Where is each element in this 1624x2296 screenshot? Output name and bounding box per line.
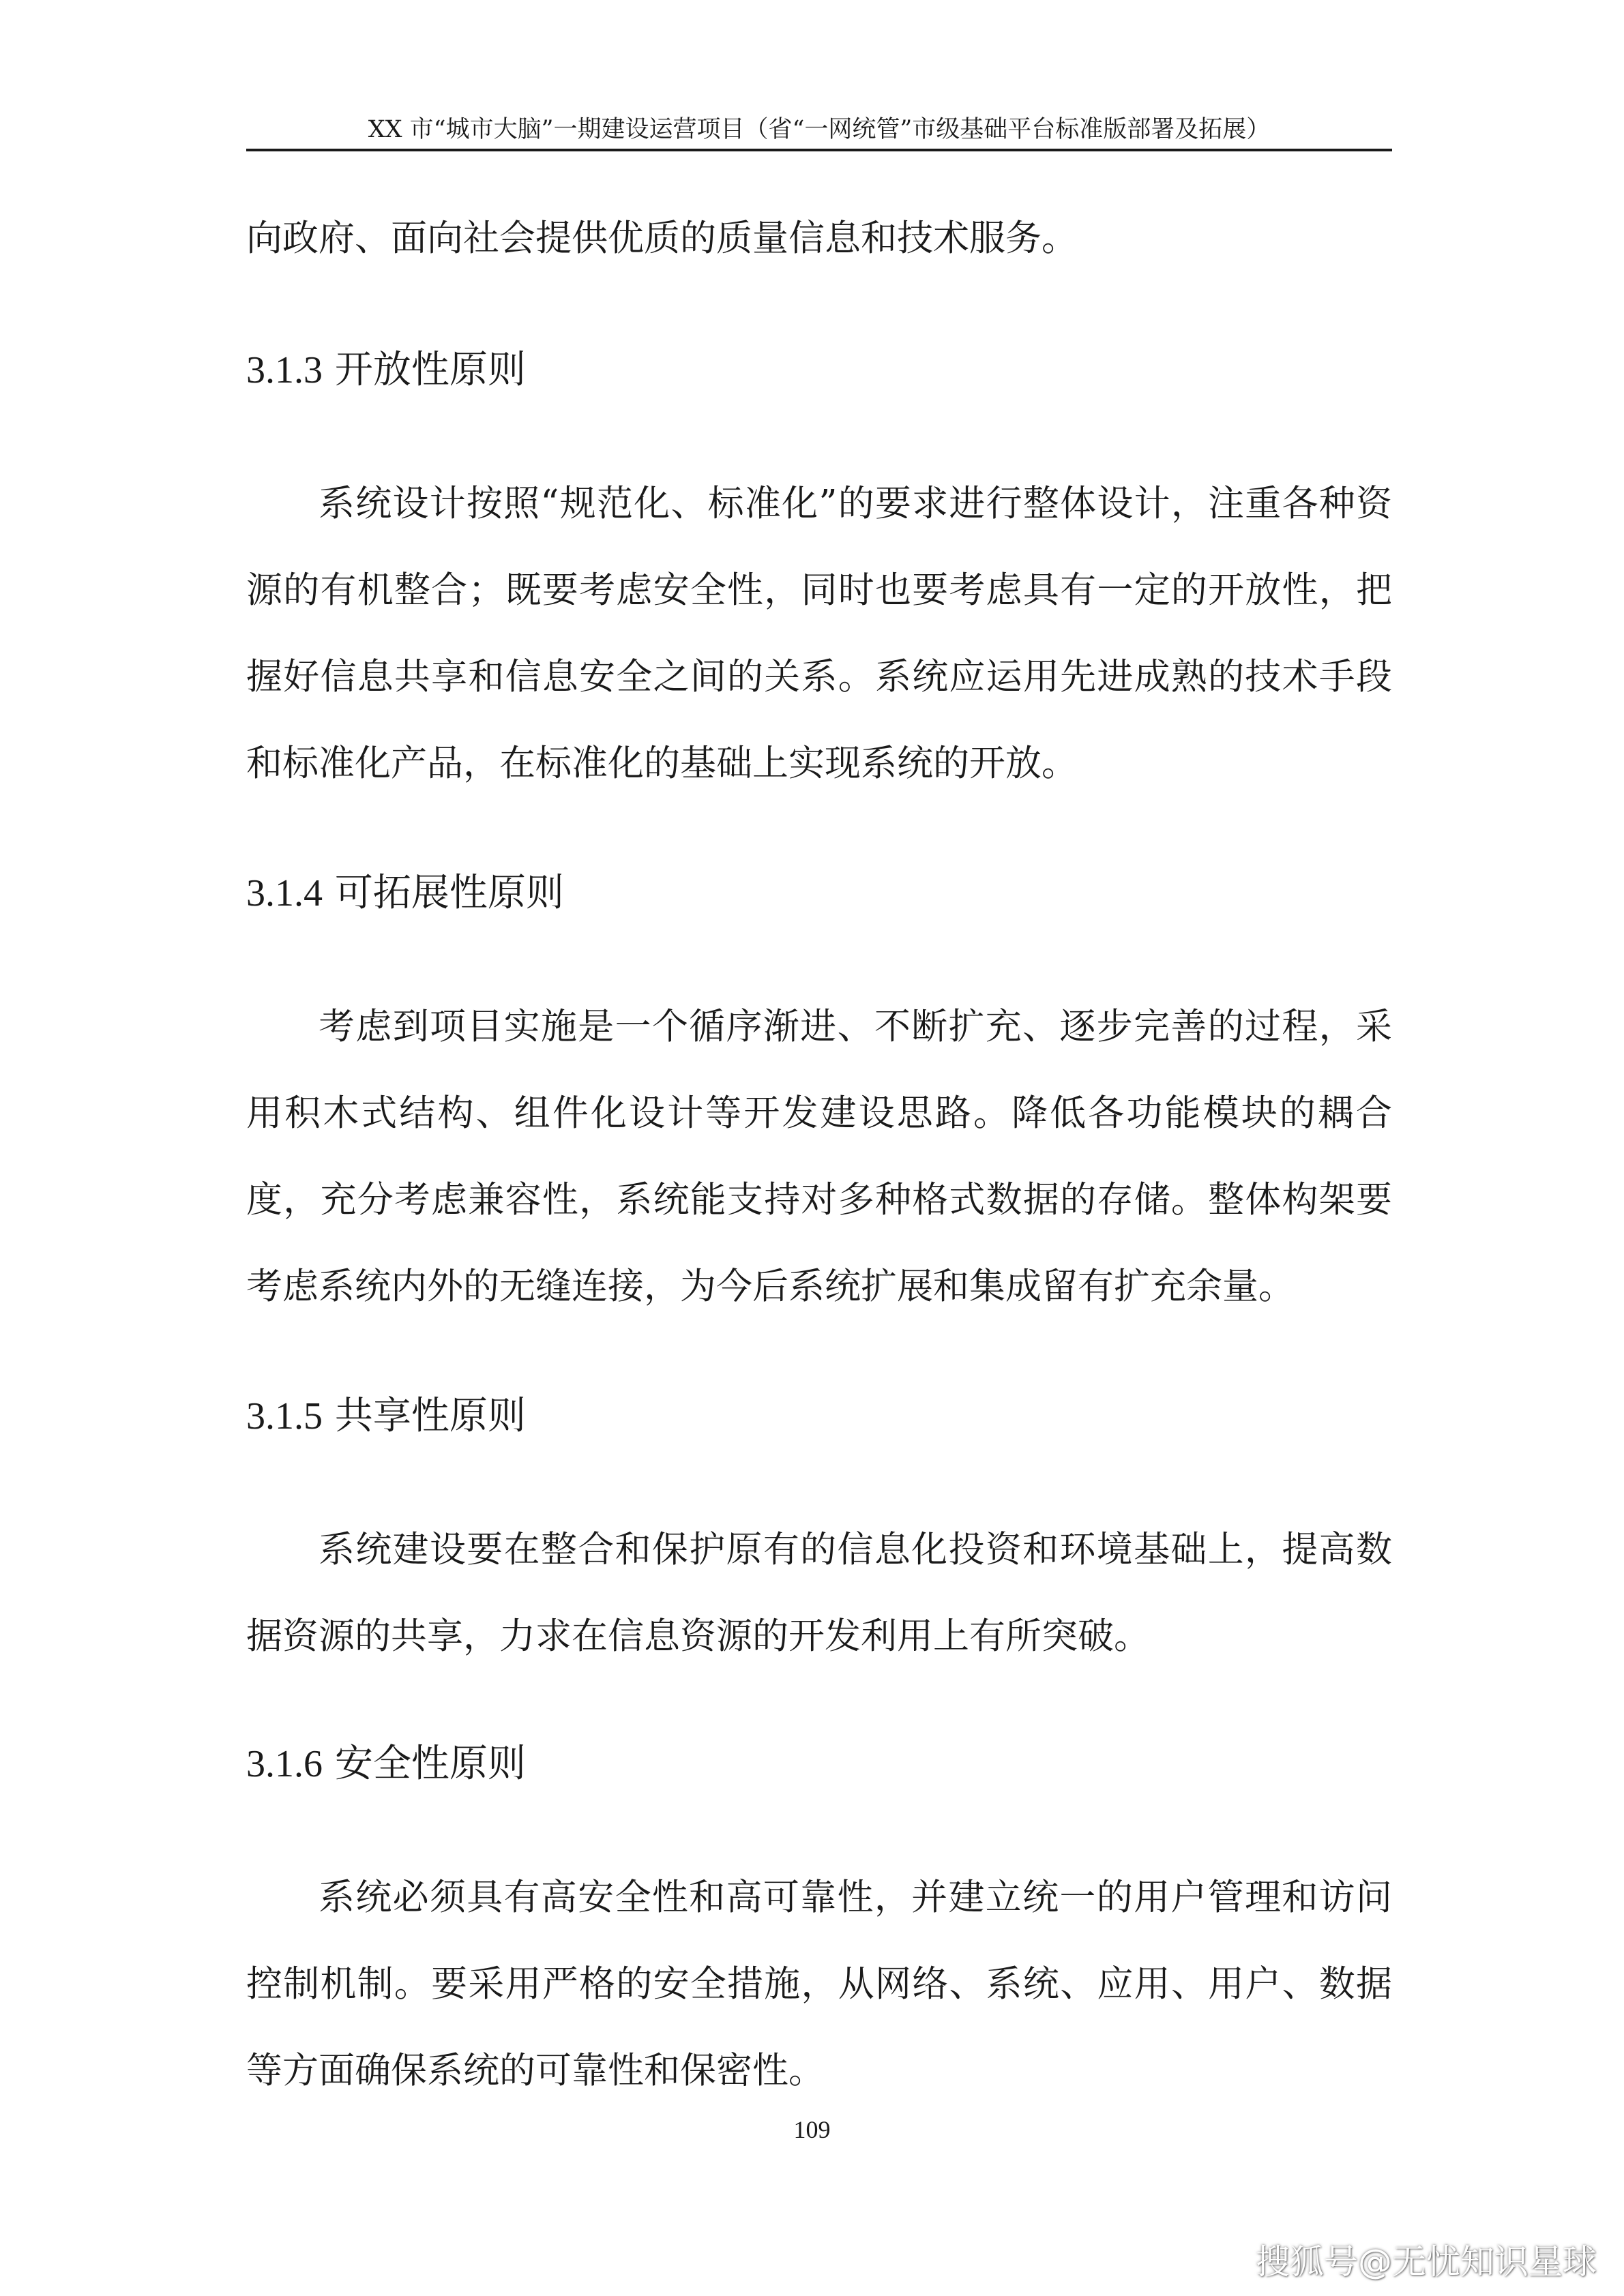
section-title: 开放性原则 xyxy=(334,348,526,392)
section-heading xyxy=(246,343,1392,398)
page-number: 109 xyxy=(793,2116,831,2143)
section-heading xyxy=(246,1389,1392,1444)
section-3-1-3 xyxy=(246,343,1392,807)
section-3-1-4 xyxy=(246,866,1392,1330)
section-body: 系统设计按照“规范化、标准化”的要求进行整体设计，注重各种资源的有机整合；既要考虑安全性，同时也要考虑具有一定的开放性，把握好信息共享和信息安全之间的关系。系统应运用先进成熟的技术手段和标准化产品，在标准化的基础上实现系统的开放。 xyxy=(246,483,1392,784)
section-title: 安全性原则 xyxy=(334,1742,526,1786)
section-body: 考虑到项目实施是一个循序渐进、不断扩充、逐步完善的过程，采用积木式结构、组件化设计等开发建设思路。降低各功能模块的耦合度，充分考虑兼容性，系统能支持对多种格式数据的存储。整体构架要考虑系统内外的无缝连接，为今后系统扩展和集成留有扩充余量。 xyxy=(246,1006,1392,1307)
section-number: 3.1.5 xyxy=(246,1395,323,1437)
section-number: 3.1.4 xyxy=(246,872,323,914)
section-heading xyxy=(246,1737,1392,1791)
section-3-1-5 xyxy=(246,1389,1392,1680)
running-header: XX 市“城市大脑”一期建设运营项目（省“一网统管”市级基础平台标准版部署及拓展） xyxy=(246,110,1392,151)
section-title: 共享性原则 xyxy=(334,1394,526,1438)
section-number: 3.1.3 xyxy=(246,349,323,391)
section-body: 系统建设要在整合和保护原有的信息化投资和环境基础上，提高数据资源的共享，力求在信息资源的开发利用上有所突破。 xyxy=(246,1529,1392,1657)
section-body: 系统必须具有高安全性和高可靠性，并建立统一的用户管理和访问控制机制。要采用严格的安全措施，从网络、系统、应用、用户、数据等方面确保系统的可靠性和保密性。 xyxy=(246,1877,1392,2091)
section-heading xyxy=(246,866,1392,921)
section-title: 可拓展性原则 xyxy=(334,871,564,915)
watermark-text: 搜狐号@无忧知识星球 xyxy=(1256,2242,1597,2282)
section-number: 3.1.6 xyxy=(246,1743,323,1785)
intro-paragraph: 向政府、面向社会提供优质的质量信息和技术服务。 xyxy=(246,218,1078,259)
section-3-1-6 xyxy=(246,1737,1392,2114)
